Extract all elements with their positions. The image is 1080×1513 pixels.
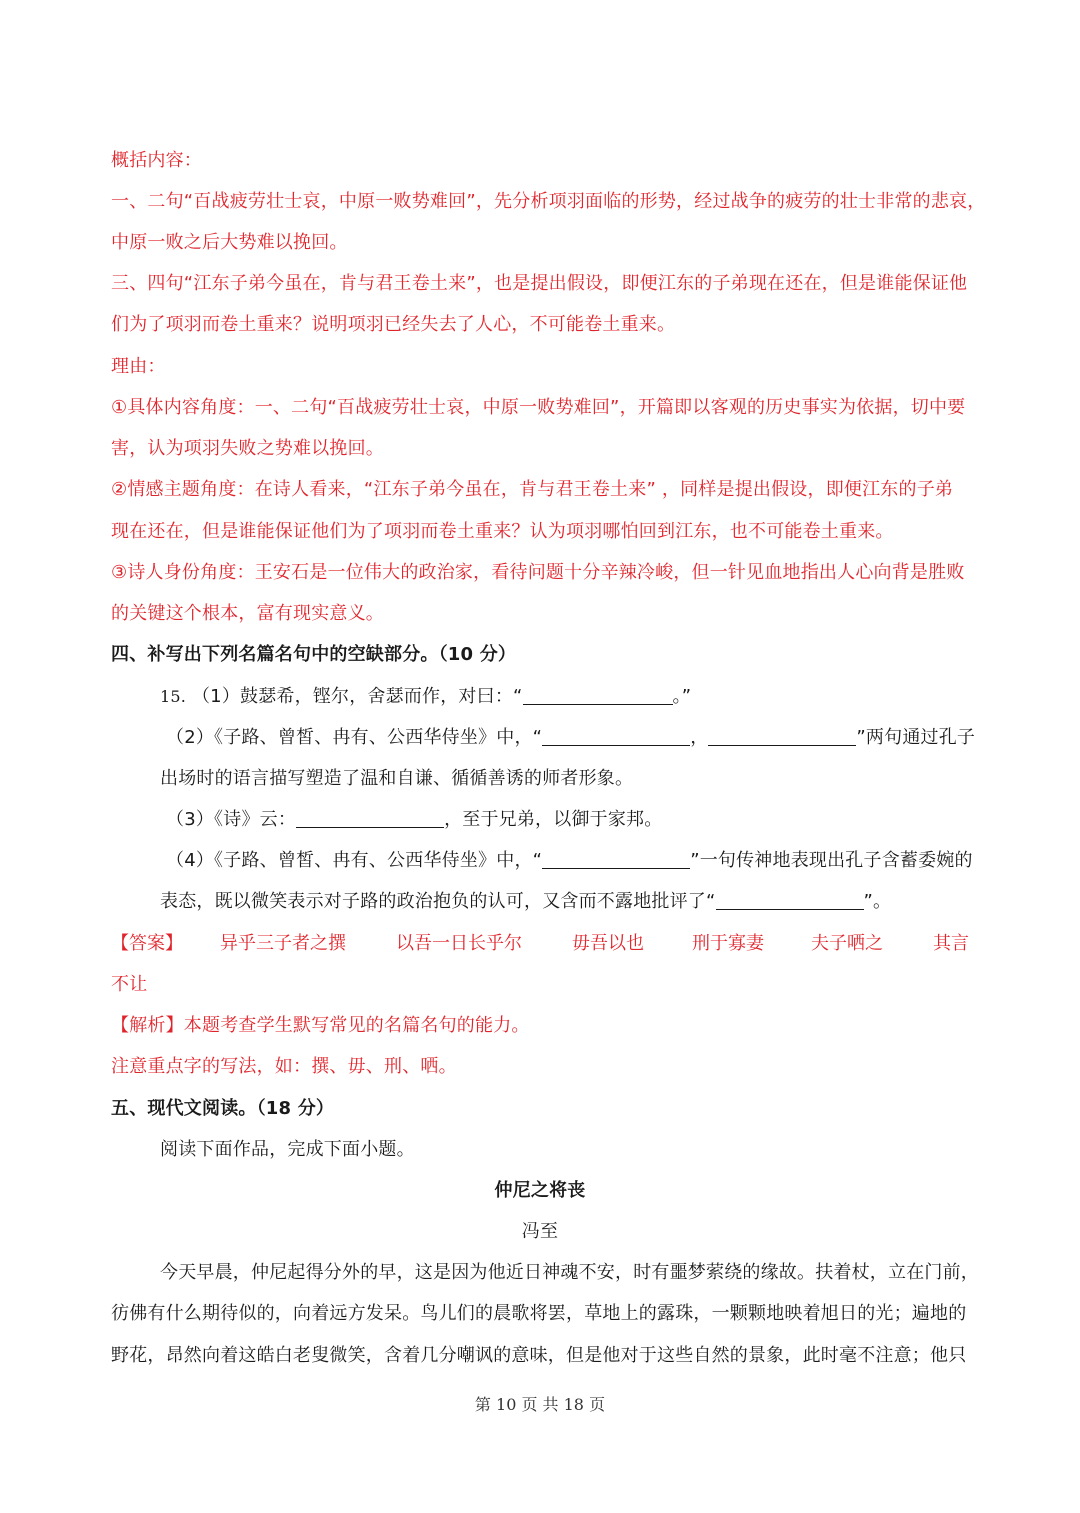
reason3-line2: 的关键这个根本，富有现实意义。 xyxy=(111,603,384,624)
summary-heading: 概括内容： xyxy=(111,150,202,171)
reason1-line1: ①具体内容角度：一、二句“百战疲劳壮士哀，中原一败势难回”，开篇即以客观的历史事实为依据，切中要 xyxy=(111,397,966,418)
blank-4b[interactable] xyxy=(716,891,864,910)
question-2-line2: 出场时的语言描写塑造了温和自谦、循循善诱的师者形象。 xyxy=(160,768,634,789)
article-author: 冯至 xyxy=(521,1221,559,1242)
reading-instruction: 阅读下面作品，完成下面小题。 xyxy=(160,1139,415,1160)
summary-para1-line2: 中原一败之后大势难以挽回。 xyxy=(111,232,348,253)
section5-heading: 五、现代文阅读。（18 分） xyxy=(111,1098,335,1119)
reason-heading: 理由： xyxy=(111,356,166,377)
answer-item: 异乎三子者之撰 xyxy=(220,933,346,954)
question-2-text: （2）《子路、曾皙、冉有、公西华侍坐》中，“ xyxy=(166,727,543,748)
answer-item: 夫子哂之 xyxy=(811,933,883,954)
answer-label: 【答案】 xyxy=(111,933,183,954)
analysis-note: 注意重点字的写法，如：撰、毋、刑、哂。 xyxy=(111,1056,457,1077)
question-3-end: ，至于兄弟，以御于家邦。 xyxy=(444,809,663,830)
question-number: 15. xyxy=(160,687,187,706)
blank-1[interactable] xyxy=(523,686,673,705)
question-1 xyxy=(160,685,972,709)
analysis: 【解析】本题考查学生默写常见的名篇名句的能力。 xyxy=(111,1015,530,1036)
reason2-line1: ②情感主题角度：在诗人看来，“江东子弟今虽在，肯与君王卷土来” ，同样是提出假设，即便江东的子弟 xyxy=(111,479,954,500)
question-1-end: 。” xyxy=(672,686,692,707)
question-4-line2-end: ”。 xyxy=(863,891,892,912)
answer-item: 以吾一日长乎尔 xyxy=(396,933,522,954)
question-4-end: ”一句传神地表现出孔子含蓄委婉的 xyxy=(690,850,973,871)
answer-row xyxy=(111,932,971,956)
answer-item: 其言 xyxy=(933,933,969,954)
blank-3[interactable] xyxy=(296,809,444,828)
summary-para2-line1: 三、四句“江东子弟今虽在，肯与君王卷土来”，也是提出假设，即便江东的子弟现在还在，但是谁能保证他 xyxy=(111,273,968,294)
question-4-line2-text: 表态，既以微笑表示对子路的政治抱负的认可，又含而不露地批评了“ xyxy=(160,891,716,912)
article-title: 仲尼之将丧 xyxy=(494,1180,586,1201)
summary-para2-line2: 们为了项羽而卷土重来？说明项羽已经失去了人心，不可能卷土重来。 xyxy=(111,314,676,335)
reason3-line1: ③诗人身份角度：王安石是一位伟大的政治家，看待问题十分辛辣冷峻，但一针见血地指出人心向背是胜败 xyxy=(111,562,965,583)
answer-item: 毋吾以也 xyxy=(572,933,644,954)
question-4-line2 xyxy=(160,890,972,914)
question-4 xyxy=(166,849,972,873)
question-4-text: （4）《子路、曾皙、冉有、公西华侍坐》中，“ xyxy=(166,850,543,871)
blank-2b[interactable] xyxy=(708,727,856,746)
answer-item: 刑于寡妻 xyxy=(692,933,764,954)
article-paragraph-line1: 今天早晨，仲尼起得分外的早，这是因为他近日神魂不安，时有噩梦萦绕的缘故。扶着杖，立在门前， xyxy=(160,1262,979,1283)
question-1-text: （1）鼓瑟希，铿尔，舍瑟而作，对曰：“ xyxy=(191,686,523,707)
section4-heading: 四、补写出下列名篇名句中的空缺部分。（10 分） xyxy=(111,644,517,665)
question-3 xyxy=(166,808,972,832)
article-paragraph-line2: 彷佛有什么期待似的，向着远方发呆。鸟儿们的晨歌将罢，草地上的露珠，一颗颗地映着旭日的光；遍地的 xyxy=(111,1303,967,1324)
reason1-line2: 害，认为项羽失败之势难以挽回。 xyxy=(111,438,384,459)
summary-para1-line1: 一、二句“百战疲劳壮士哀，中原一败势难回”，先分析项羽面临的形势，经过战争的疲劳的壮士非常的悲哀， xyxy=(111,191,986,212)
reason2-line2: 现在还在，但是谁能保证他们为了项羽而卷土重来？认为项羽哪怕回到江东，也不可能卷土重来。 xyxy=(111,521,894,542)
question-2 xyxy=(166,726,976,750)
question-2-end: ”两句通过孔子 xyxy=(856,727,976,748)
article-paragraph-line3: 野花，昂然向着这皓白老叟微笑，含着几分嘲讽的意味，但是他对于这些自然的景象，此时毫不注意；他只 xyxy=(111,1345,967,1366)
question-3-text: （3）《诗》云： xyxy=(166,809,297,830)
question-2-comma: ， xyxy=(690,727,709,748)
blank-2a[interactable] xyxy=(542,727,690,746)
blank-4a[interactable] xyxy=(542,850,690,869)
page-footer: 第 10 页 共 18 页 xyxy=(474,1395,606,1414)
answer-continuation: 不让 xyxy=(111,974,148,995)
